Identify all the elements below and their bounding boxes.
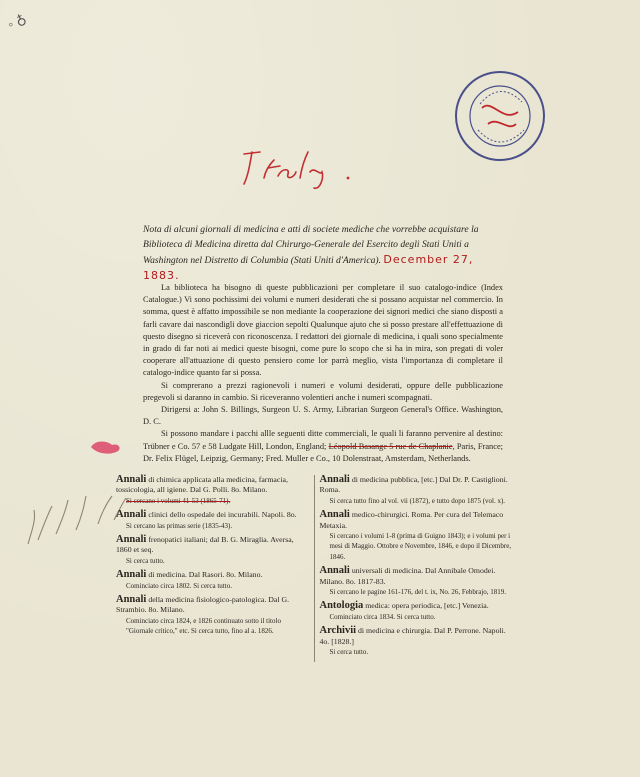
entry-text: di chimica applicata alla medicina, farmacia, tossicologia, all igiene. Dal G. Polli. 8o. Milano. <box>116 475 288 495</box>
entry-note: Si cercano las primas serie (1835-43). <box>126 521 233 530</box>
entry-note: Cominciato circa 1834. Si cerca tutto. <box>329 612 436 621</box>
entry-text: di medicina pubblica, [etc.] Dal Dr. P. Castiglioni. Roma. <box>319 475 508 495</box>
entry-text: frenopatici italiani; dal B. G. Miraglia. Aversa, 1860 et seq. <box>116 535 294 555</box>
entry-note: Si cercano i volumi 41-53 (1865-71). <box>126 496 231 505</box>
list-item <box>116 535 309 566</box>
paragraph-4 <box>143 428 503 465</box>
entry-text: della medicina fisiologico-patologica. Dal G. Strambio. 8o. Milano. <box>116 595 290 615</box>
list-item <box>116 595 309 637</box>
entry-text: di medicina e chirurgia. Dal P. Perrone. Napoli. 4o. [1828.] <box>319 626 506 646</box>
red-ink-blot-icon <box>88 436 124 458</box>
handwritten-date: December 27, 1883. <box>143 253 474 282</box>
list-item <box>320 475 513 506</box>
entry-note: Si cerca tutto. <box>126 556 165 565</box>
list-item <box>116 510 309 531</box>
list-item <box>320 626 513 657</box>
entry-head: Annali <box>319 474 350 485</box>
entry-head: Annali <box>116 569 147 581</box>
entry-head: Annali <box>116 534 147 546</box>
paragraph-4-text: Si possono mandare i pacchi allle seguenti ditte commerciali, le quali li faranno pervenire al destino: Trübner e Co. 57 e 58 Ludgate Hill, London, England; <box>143 429 503 451</box>
stamp-icon <box>452 68 548 164</box>
entry-text: universali di medicina. Dal Annibale Omodei. Milano. 8o. 1817-83. <box>319 566 496 586</box>
entry-head: Annali <box>116 594 147 606</box>
entry-head: Annali <box>319 565 350 577</box>
list-item <box>320 566 513 597</box>
paragraph-1: La biblioteca ha bisogno di queste pubblicazioni per completare il suo catalogo-indice (Index Catalogue.) Vi sono pochissimi dei volumi e numeri desiderati che si possano acquistar nel commercio. In somma, quest è affatto impossibile se non mediante la cooperazione dei signori medici che siano disposti a farli cavare dai nascondigli dove giaccion sepolti Qualunque ajuto che si posso prestare all'effettuazione di questo disegno si riceverà con riconoscenza. I redattori dei giornale di medicina, i quali sono specialmente in grado di far noti ai medici queste bisogni, come pure lo scopo che si ha in mira, son pregati di voler cooperare all'attuazione di questo pensiero come lor parrà meglio, vista l'importanza di completare il catalogo-indice quanto far si possa. <box>143 283 503 378</box>
journal-list <box>116 475 512 662</box>
entry-text: medico-chirurgici. Roma. Per cura del Telemaco Metaxia. <box>319 510 504 530</box>
entry-head: Annali <box>116 474 147 485</box>
entry-text: medica: opera periodica, [etc.] Venezia. <box>365 601 489 611</box>
entry-note: Cominciato circa 1802. Si cerca tutto. <box>126 581 232 590</box>
paragraph-2: Si comprerano a prezzi ragionevoli i numeri e volumi desiderati, oppure delle pubblicazione pregevoli si daranno in cambio. Si riceveranno volentieri anche i numeri scompagnati. <box>143 380 503 402</box>
corner-mark-icon: ◦ ♁ <box>5 11 29 34</box>
handwritten-heading-icon <box>238 138 368 192</box>
entry-head: Annali <box>116 509 147 521</box>
entry-text: clinici dello ospedale dei incurabili. Napoli. 8o. <box>148 510 297 520</box>
list-item <box>320 510 513 562</box>
entry-note: Cominciato circa 1824, e 1826 continuato sotto il titolo "Giornale critico," etc. Si cerca tutto, fino al a. 1826. <box>126 616 281 636</box>
paragraph-3: Dirigersi a: John S. Billings, Surgeon U. S. Army, Librarian Surgeon General's Office. Washington, D. C. <box>143 405 503 427</box>
paragraph-4-tail: , Paris, France; Dr. Felix Flügel, Leipzig, Germany; Fred. Muller e Co., 10 Dolenstraat, Amsterdam, Netherlands. <box>143 441 503 463</box>
intro-title <box>143 222 503 284</box>
intro-text: Nota di alcuni giornali di medicina e atti di societe mediche che vorrebbe acquistare la Biblioteca di Medicina diretta dal Chirurgo-Generale del Esercito degli Stati Uniti a Washington nel Distretto di Columbia (Stati Uniti d'America). <box>143 224 479 266</box>
entry-note: Si cercano le pagine 161-176, del t. ix, No. 26, Febbrajo, 1819. <box>329 588 507 597</box>
right-column <box>315 475 513 662</box>
entry-note: Si cercano i volumi 1-8 (prima di Guigno 1843); e i volumi per i mesi di Maggio. Ottobre e Novembre, 1846, e dopo il Dicembre, 1846. <box>329 532 512 561</box>
entry-text: di medicina. Dal Rasori. 8o. Milano. <box>148 570 263 580</box>
entry-head: Antologia <box>319 600 364 612</box>
handwritten-heading <box>238 138 368 192</box>
entry-head: Archivii <box>319 625 357 637</box>
list-item <box>116 570 309 591</box>
entry-note: Si cerca tutto fino al vol. vii (1872), e tutto dopo 1875 (vol. x). <box>329 496 506 505</box>
struck-address: Léopold Basange 5 rue de Chaplanie <box>328 441 453 451</box>
list-item <box>320 601 513 622</box>
library-stamp <box>452 68 548 164</box>
left-column <box>116 475 315 662</box>
entry-head: Annali <box>319 509 350 521</box>
list-item <box>116 475 309 506</box>
body-text <box>143 282 503 465</box>
entry-note: Si cerca tutto. <box>329 648 369 657</box>
